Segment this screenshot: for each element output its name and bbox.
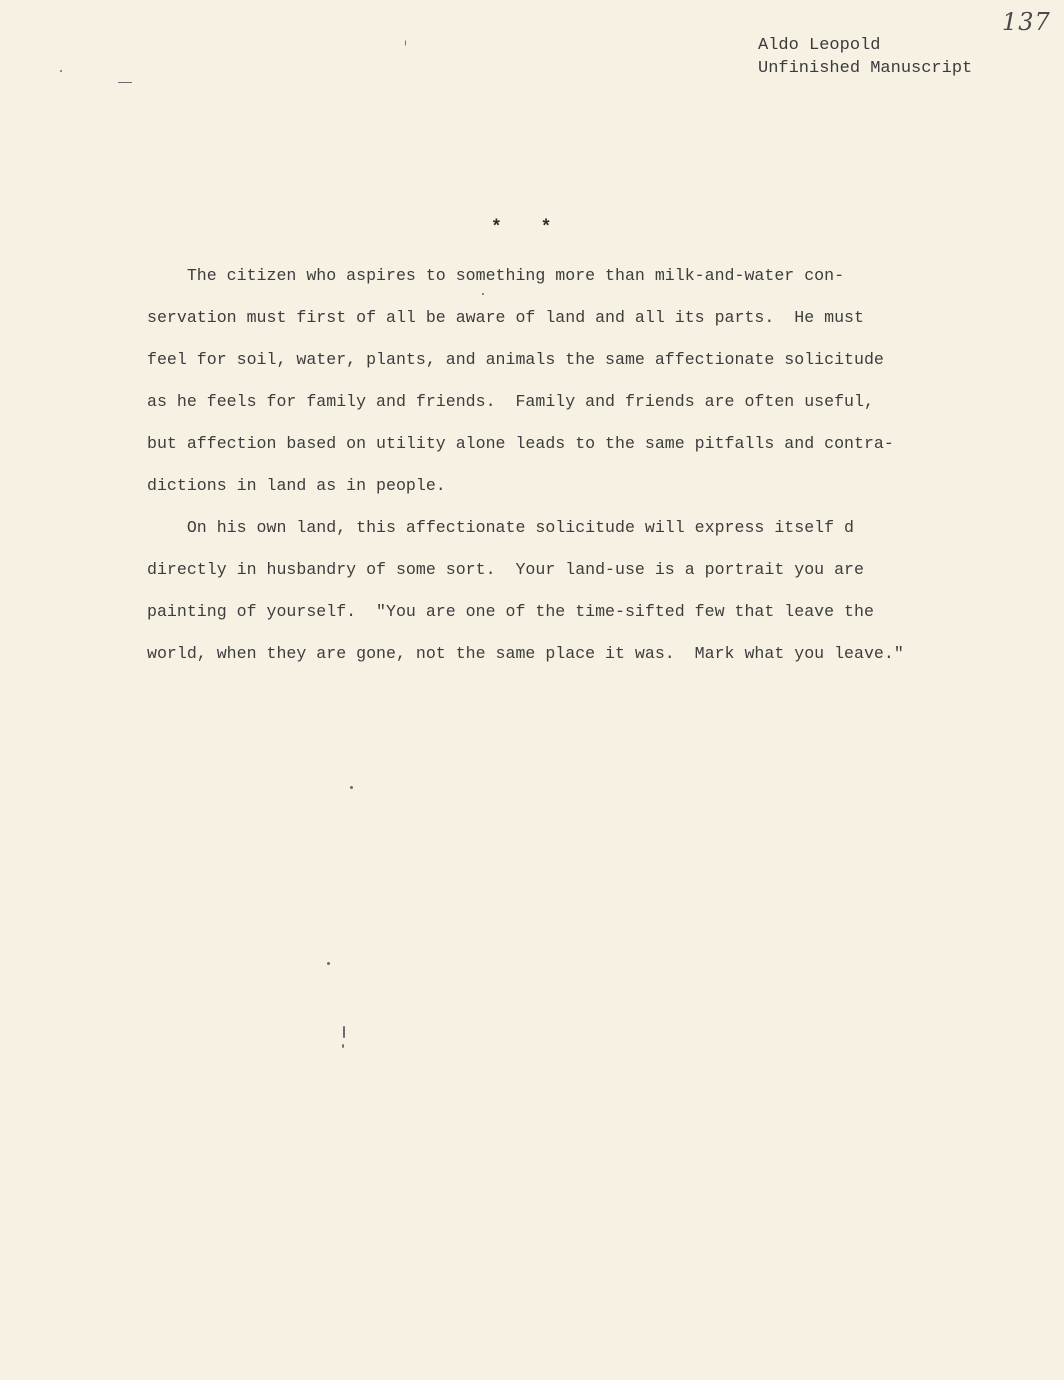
paragraph-1-line: dictions in land as in people. [147,476,446,495]
paragraph-1-line: The citizen who aspires to something more than milk-and-water con- [147,266,845,285]
paragraph-2-line: directly in husbandry of some sort. Your land-use is a portrait you are [147,560,864,579]
paragraph-2-line: painting of yourself. "You are one of the time-sifted few that leave the [147,602,874,621]
paragraph-1-line: as he feels for family and friends. Family and friends are often useful, [147,392,874,411]
manuscript-subtitle: Unfinished Manuscript [758,59,973,78]
paper-speck [118,82,132,83]
paper-speck [482,293,484,295]
paper-speck [342,1044,344,1048]
page-number: 137 [1002,8,1051,36]
author-name: Aldo Leopold [758,36,881,55]
paragraph-1-line: servation must first of all be aware of land and all its parts. He must [147,308,864,327]
paper-speck [343,1026,345,1038]
paper-speck [327,962,330,965]
paper-speck [405,40,406,46]
section-separator: * * [491,218,566,238]
paragraph-2-line: On his own land, this affectionate solicitude will express itself d [147,518,855,537]
manuscript-body [147,258,947,678]
manuscript-header [758,34,1038,80]
paper-speck [60,70,62,72]
paragraph-1-line: feel for soil, water, plants, and animals the same affectionate solicitude [147,350,884,369]
paragraph-2-line: world, when they are gone, not the same place it was. Mark what you leave." [147,644,904,663]
paper-speck [350,786,353,789]
paragraph-1-line: but affection based on utility alone leads to the same pitfalls and contra- [147,434,894,453]
